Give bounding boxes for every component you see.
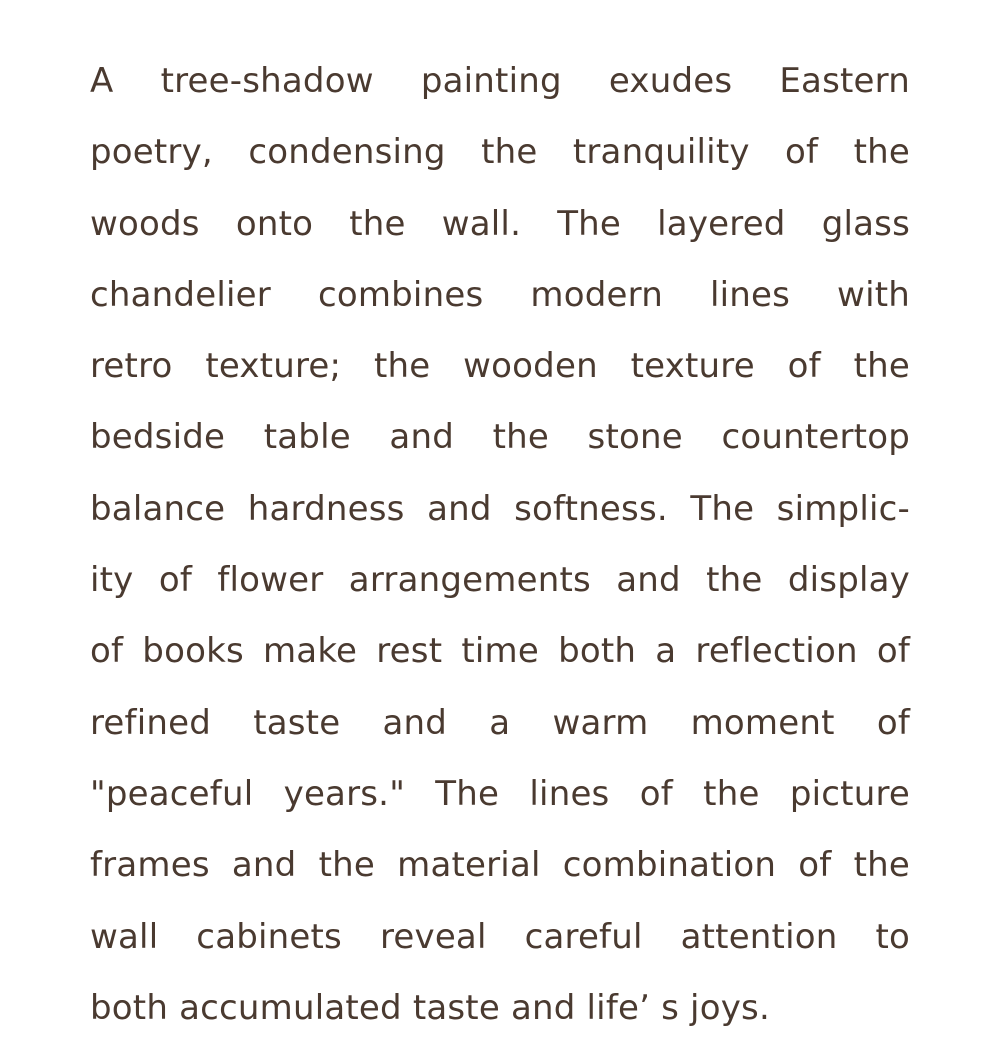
- text-line: chandelier combines modern lines with: [90, 274, 910, 315]
- text-line-last: both accumulated taste and life’ s joys.: [90, 987, 770, 1028]
- text-line: ity of flower arrangements and the display: [90, 560, 910, 601]
- text-line: retro texture; the wooden texture of the: [90, 346, 910, 387]
- text-line: frames and the material combination of the: [90, 845, 910, 886]
- text-line: balance hardness and softness. The simplic-: [90, 488, 910, 529]
- text-line: bedside table and the stone countertop: [90, 417, 910, 458]
- text-line: wall cabinets reveal careful attention to: [90, 916, 910, 957]
- text-line: of books make rest time both a reflection of: [90, 631, 910, 672]
- article-body: [90, 46, 910, 1044]
- text-line: "peaceful years." The lines of the picture: [90, 773, 910, 814]
- text-line: A tree-shadow painting exudes Eastern: [90, 61, 910, 101]
- text-line: refined taste and a warm moment of: [90, 702, 910, 743]
- text-line: woods onto the wall. The layered glass: [90, 203, 910, 244]
- text-line: poetry, condensing the tranquility of the: [90, 132, 910, 173]
